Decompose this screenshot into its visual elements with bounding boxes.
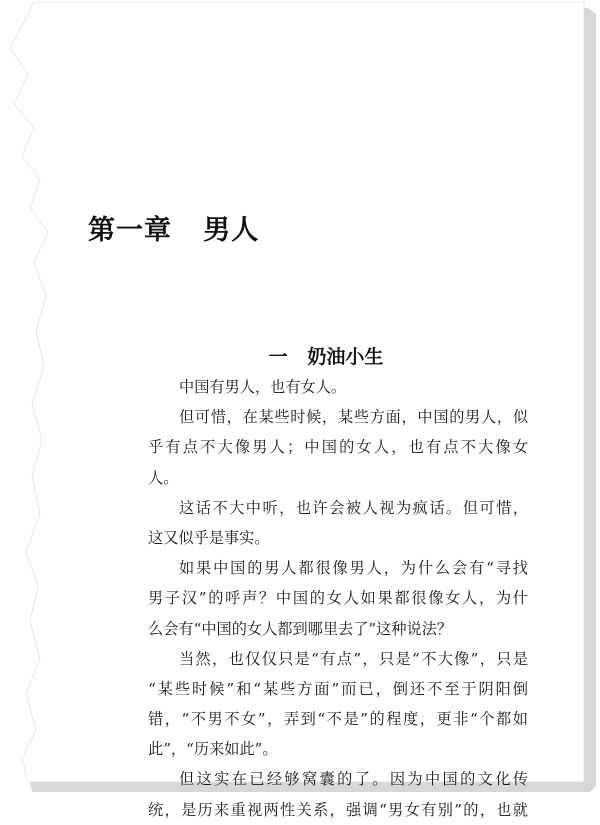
text-line: 但可惜，在某些时候，某些方面，中国的男人，似 — [179, 408, 528, 427]
text-line: 统，是历来重视两性关系，强调“男女有别”的，也就 — [148, 800, 528, 819]
text-line: 这话不大中听，也许会被人视为疯话。但可惜， — [179, 498, 528, 517]
text-line: “某些时候”和“某些方面”而已，倒还不至于阴阳倒 — [148, 679, 528, 698]
text-line: 乎有点不大像男人；中国的女人，也有点不大像女 — [148, 438, 528, 457]
body-text — [148, 372, 528, 825]
text-line: 这又似乎是事实。 — [148, 528, 270, 547]
text-line: 人。 — [148, 468, 179, 487]
section-title: 一 奶油小生 — [268, 346, 384, 368]
text-line: 但这实在已经够窝囊的了。因为中国的文化传 — [179, 770, 528, 789]
text-line: 错，“不男不女”，弄到“不是”的程度，更非“个都如 — [148, 710, 528, 729]
text-line: 当然，也仅仅只是“有点”，只是“不大像”，只是 — [179, 649, 528, 668]
text-line: 如果中国的男人都很像男人，为什么会有“寻找 — [179, 559, 528, 578]
text-line: 么会有“中国的女人都到哪里去了”这种说法？ — [148, 619, 453, 638]
text-line: 此”，“历来如此”。 — [148, 740, 278, 759]
text-line: 中国有男人，也有女人。 — [179, 378, 347, 396]
chapter-title: 第一章 男人 — [88, 215, 260, 246]
text-line: 男子汉”的呼声？中国的女人如果都很像女人，为什 — [148, 589, 528, 608]
